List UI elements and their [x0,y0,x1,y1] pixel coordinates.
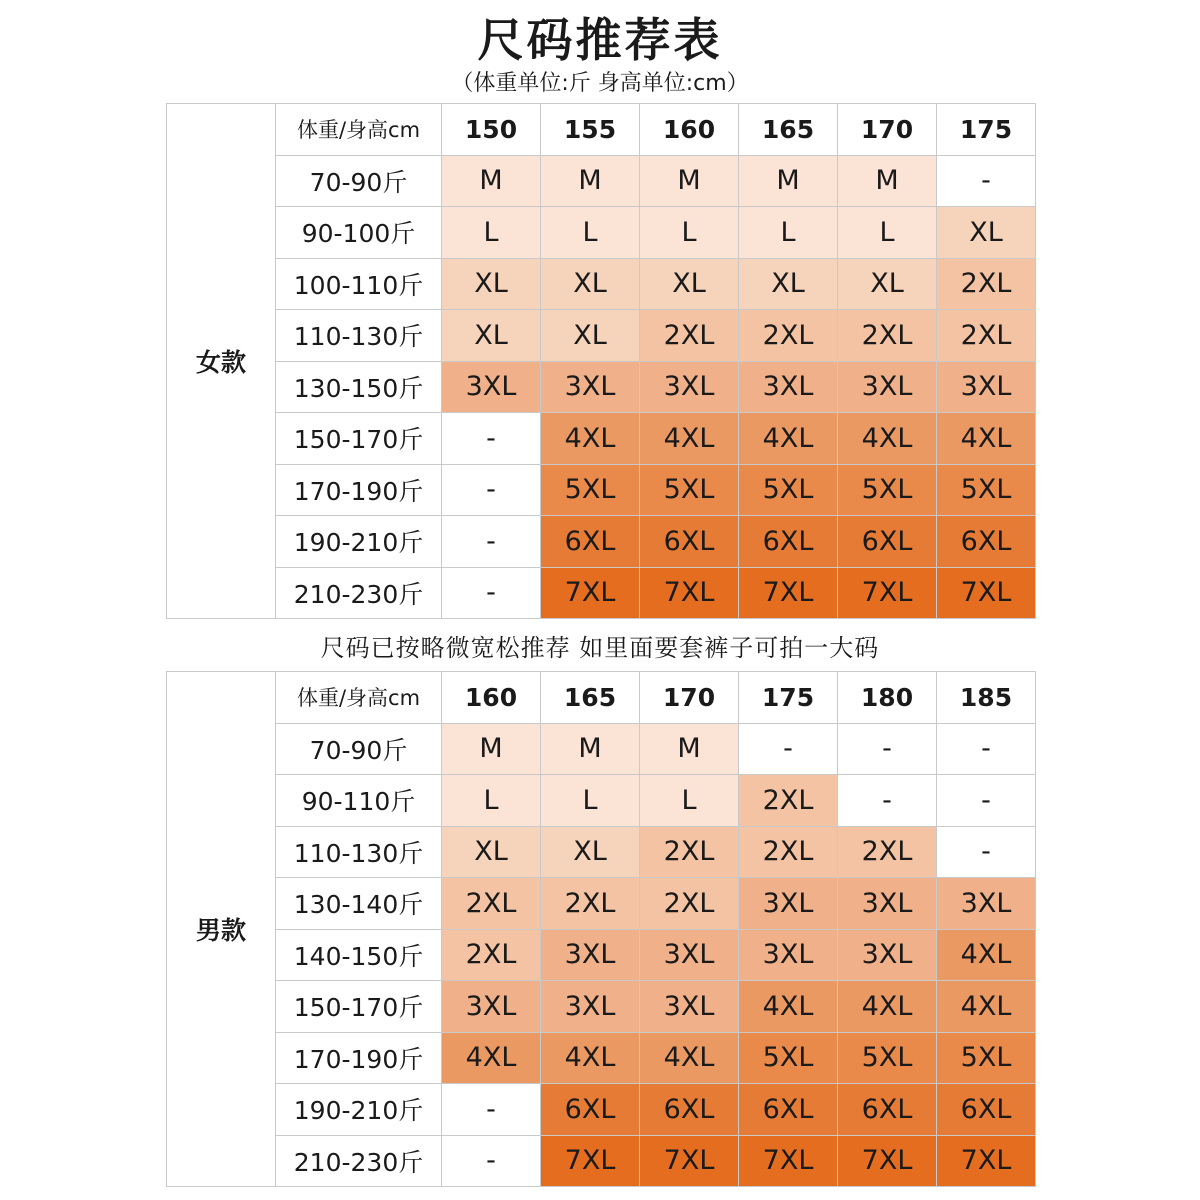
size-cell: 6XL [541,1084,640,1136]
weight-label: 70-90斤 [276,723,442,775]
height-header: 175 [937,104,1036,156]
size-cell: - [937,826,1036,878]
size-cell: 3XL [640,981,739,1033]
table-row [167,516,1036,568]
weight-label: 190-210斤 [276,516,442,568]
table-row [167,981,1036,1033]
weight-label: 130-150斤 [276,361,442,413]
size-cell: M [442,155,541,207]
weight-label: 70-90斤 [276,155,442,207]
size-cell: L [838,207,937,259]
size-cell: 3XL [442,361,541,413]
height-header: 160 [442,672,541,724]
size-cell: 3XL [838,878,937,930]
size-cell: M [541,723,640,775]
size-cell: - [937,723,1036,775]
size-cell: 4XL [838,413,937,465]
size-cell: 3XL [838,361,937,413]
size-cell: 5XL [640,464,739,516]
size-cell: 2XL [541,878,640,930]
size-cell: - [739,723,838,775]
size-cell: 6XL [640,1084,739,1136]
size-cell: 3XL [442,981,541,1033]
size-cell: M [640,723,739,775]
size-cell: 4XL [937,929,1036,981]
table-row [167,413,1036,465]
height-header: 150 [442,104,541,156]
table-row [167,1032,1036,1084]
size-cell: XL [442,258,541,310]
header-row [167,672,1036,724]
size-cell: L [442,775,541,827]
size-cell: - [442,413,541,465]
size-cell: 3XL [739,878,838,930]
height-header: 165 [739,104,838,156]
size-cell: 4XL [442,1032,541,1084]
size-cell: 3XL [739,929,838,981]
size-cell: XL [442,826,541,878]
size-cell: - [937,775,1036,827]
size-cell: 5XL [937,464,1036,516]
size-cell: - [838,775,937,827]
size-cell: 7XL [739,567,838,619]
size-cell: 3XL [541,929,640,981]
weight-label: 100-110斤 [276,258,442,310]
size-cell: 4XL [640,1032,739,1084]
weight-label: 170-190斤 [276,464,442,516]
height-header: 185 [937,672,1036,724]
size-cell: L [640,775,739,827]
weight-label: 110-130斤 [276,310,442,362]
size-cell: 5XL [838,1032,937,1084]
size-cell: XL [640,258,739,310]
size-cell: 3XL [739,361,838,413]
weight-label: 210-230斤 [276,567,442,619]
size-cell: XL [838,258,937,310]
size-cell: 2XL [442,878,541,930]
size-cell: 4XL [739,413,838,465]
size-cell: 6XL [739,1084,838,1136]
table-row [167,155,1036,207]
height-header: 165 [541,672,640,724]
height-header: 170 [838,104,937,156]
size-cell: 2XL [739,775,838,827]
page-title: 尺码推荐表 [477,13,723,67]
corner-header: 体重/身高cm [276,104,442,156]
height-header: 160 [640,104,739,156]
weight-label: 170-190斤 [276,1032,442,1084]
weight-label: 90-110斤 [276,775,442,827]
category-label: 女款 [167,104,276,619]
size-cell: 7XL [640,567,739,619]
table-row [167,1084,1036,1136]
size-cell: 7XL [937,567,1036,619]
size-cell: 5XL [739,1032,838,1084]
size-cell: - [442,1135,541,1187]
size-cell: 7XL [739,1135,838,1187]
size-cell: 2XL [739,310,838,362]
size-cell: 2XL [640,310,739,362]
size-cell: 2XL [640,878,739,930]
size-cell: XL [541,310,640,362]
table-row [167,464,1036,516]
size-cell: 2XL [937,310,1036,362]
table-row [167,929,1036,981]
size-cell: 3XL [937,361,1036,413]
size-cell: 4XL [838,981,937,1033]
size-cell: 7XL [937,1135,1036,1187]
size-cell: 3XL [541,361,640,413]
size-cell: 6XL [541,516,640,568]
size-cell: L [640,207,739,259]
height-header: 155 [541,104,640,156]
weight-label: 150-170斤 [276,413,442,465]
size-cell: L [442,207,541,259]
size-cell: L [541,207,640,259]
size-cell: 3XL [640,361,739,413]
size-cell: M [739,155,838,207]
size-cell: 5XL [937,1032,1036,1084]
weight-label: 210-230斤 [276,1135,442,1187]
size-cell: 3XL [640,929,739,981]
table-row [167,826,1036,878]
size-cell: 6XL [838,516,937,568]
size-cell: M [640,155,739,207]
corner-header: 体重/身高cm [276,672,442,724]
size-cell: 2XL [937,258,1036,310]
weight-label: 90-100斤 [276,207,442,259]
size-cell: 5XL [739,464,838,516]
header-row [167,104,1036,156]
weight-label: 110-130斤 [276,826,442,878]
size-cell: M [541,155,640,207]
weight-label: 130-140斤 [276,878,442,930]
size-cell: 2XL [739,826,838,878]
size-cell: 7XL [541,567,640,619]
size-cell: 3XL [541,981,640,1033]
table-row [167,361,1036,413]
table-row [167,878,1036,930]
height-header: 170 [640,672,739,724]
table-row [167,775,1036,827]
size-cell: - [937,155,1036,207]
table-row [167,258,1036,310]
size-cell: - [442,516,541,568]
size-cell: 6XL [739,516,838,568]
size-cell: 4XL [739,981,838,1033]
size-cell: XL [541,826,640,878]
size-cell: 3XL [937,878,1036,930]
weight-label: 190-210斤 [276,1084,442,1136]
size-cell: 2XL [838,826,937,878]
men-size-table [166,671,1036,1187]
women-size-table [166,103,1036,619]
table-row [167,207,1036,259]
size-cell: L [541,775,640,827]
table-row [167,723,1036,775]
size-cell: 6XL [838,1084,937,1136]
category-label: 男款 [167,672,276,1187]
size-cell: 4XL [541,1032,640,1084]
size-cell: 2XL [838,310,937,362]
size-cell: XL [541,258,640,310]
weight-label: 150-170斤 [276,981,442,1033]
size-cell: 4XL [937,413,1036,465]
size-cell: 2XL [640,826,739,878]
size-cell: 7XL [838,1135,937,1187]
weight-label: 140-150斤 [276,929,442,981]
size-cell: 6XL [937,1084,1036,1136]
size-cell: 4XL [541,413,640,465]
table-row [167,310,1036,362]
size-cell: 7XL [541,1135,640,1187]
size-cell: 7XL [838,567,937,619]
unit-subtitle: （体重单位:斤 身高单位:cm） [451,71,749,96]
size-cell: 5XL [541,464,640,516]
size-cell: XL [442,310,541,362]
height-header: 180 [838,672,937,724]
size-cell: - [442,464,541,516]
size-cell: 4XL [640,413,739,465]
size-cell: 6XL [640,516,739,568]
size-cell: 4XL [937,981,1036,1033]
size-cell: - [838,723,937,775]
size-cell: 7XL [640,1135,739,1187]
size-cell: M [838,155,937,207]
size-cell: XL [937,207,1036,259]
size-cell: - [442,567,541,619]
size-cell: M [442,723,541,775]
height-header: 175 [739,672,838,724]
size-cell: L [739,207,838,259]
table-row [167,1135,1036,1187]
size-cell: 5XL [838,464,937,516]
size-cell: XL [739,258,838,310]
table-row [167,567,1036,619]
size-cell: 3XL [838,929,937,981]
size-cell: - [442,1084,541,1136]
size-cell: 2XL [442,929,541,981]
sizing-note: 尺码已按略微宽松推荐 如里面要套裤子可拍一大码 [320,634,880,662]
size-cell: 6XL [937,516,1036,568]
